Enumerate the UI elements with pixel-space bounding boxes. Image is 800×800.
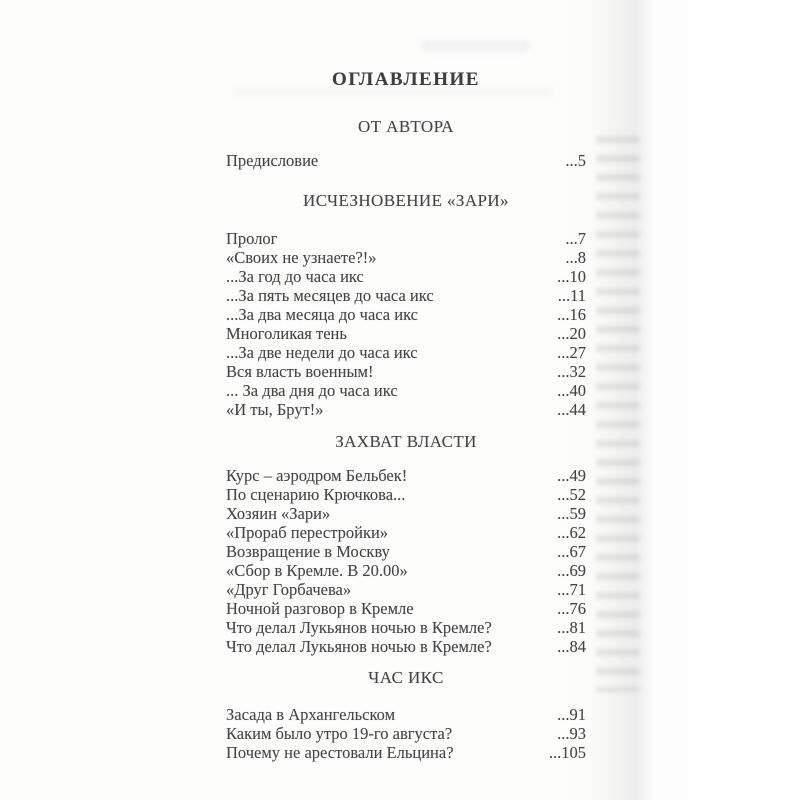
toc-item-title: Многоликая тень [226, 324, 347, 343]
toc-item-page: ...71 [557, 580, 586, 599]
page-edge-shadow [590, 0, 654, 800]
toc-row [226, 743, 586, 762]
toc-row [226, 229, 586, 248]
toc-item-title: По сценарию Крючкова... [226, 485, 406, 504]
toc-section [226, 432, 586, 656]
toc-item-title: Что делал Лукьянов ночью в Кремле? [226, 637, 492, 656]
toc-item-page: ...32 [557, 362, 586, 381]
toc-item-page: ...62 [557, 523, 586, 542]
toc-item-title: «Друг Горбачева» [226, 580, 352, 599]
toc-row [226, 523, 586, 542]
toc-item-page: ...84 [557, 637, 586, 656]
toc-item-title: Вся власть военным! [226, 362, 374, 381]
toc-item-page: ...20 [557, 324, 586, 343]
toc-item-page: ...69 [557, 561, 586, 580]
toc-item-page: ...16 [557, 305, 586, 324]
toc-row [226, 504, 586, 523]
toc-item-title: «Прораб перестройки» [226, 523, 389, 542]
toc-item-page: ...76 [557, 599, 586, 618]
section-heading: ЧАС ИКС [368, 668, 444, 687]
toc-item-title: ...За два месяца до часа икс [226, 305, 418, 324]
toc-item-title: «Сбор в Кремле. В 20.00» [226, 561, 408, 580]
toc-item-page: ...27 [557, 343, 586, 362]
toc-row [226, 362, 586, 381]
toc-row [226, 599, 586, 618]
toc-item-page: ...59 [557, 504, 586, 523]
toc-row [226, 343, 586, 362]
section-heading: ИСЧЕЗНОВЕНИЕ «ЗАРИ» [303, 191, 509, 210]
toc-item-title: ...За год до часа икс [226, 267, 364, 286]
toc-row [226, 705, 586, 724]
toc-item-page: ...5 [565, 151, 586, 170]
toc-row [226, 400, 586, 419]
toc-item-title: ... За два дня до часа икс [226, 381, 398, 400]
toc-row [226, 542, 586, 561]
page-title: ОГЛАВЛЕНИЕ [332, 68, 480, 90]
toc-item-title: Предисловие [226, 151, 319, 170]
toc-row [226, 561, 586, 580]
toc-item-page: ...40 [557, 381, 586, 400]
toc-item-title: Что делал Лукьянов ночью в Кремле? [226, 618, 492, 637]
toc-item-title: Возвращение в Москву [226, 542, 390, 561]
toc-item-title: «Своих не узнаете?!» [226, 248, 377, 267]
toc-row [226, 286, 586, 305]
toc-row [226, 305, 586, 324]
toc-item-page: ...52 [557, 485, 586, 504]
toc-item-title: ...За пять месяцев до часа икс [226, 286, 434, 305]
toc-item-title: Засада в Архангельском [226, 705, 396, 724]
toc-item-page: ...81 [557, 618, 586, 637]
toc-row [226, 324, 586, 343]
toc-section [226, 668, 586, 762]
ink-bleed-smudge [420, 40, 530, 52]
toc-item-page: ...105 [548, 743, 586, 762]
toc-item-title: Каким было утро 19-го августа? [226, 724, 453, 743]
toc-item-page: ...67 [557, 542, 586, 561]
toc-item-title: Пролог [226, 229, 278, 248]
toc-item-page: ...8 [565, 248, 586, 267]
toc-row [226, 248, 586, 267]
toc-row [226, 267, 586, 286]
toc-row [226, 618, 586, 637]
toc-item-page: ...11 [557, 286, 586, 305]
toc-row [226, 151, 586, 170]
toc-item-page: ...49 [557, 466, 586, 485]
section-heading: ОТ АВТОРА [358, 117, 454, 136]
toc-section [226, 117, 586, 170]
toc-item-title: Курс – аэродром Бельбек! [226, 466, 408, 485]
toc-row [226, 466, 586, 485]
toc-row [226, 637, 586, 656]
toc-row [226, 485, 586, 504]
toc-item-page: ...10 [557, 267, 586, 286]
toc-row [226, 724, 586, 743]
toc-item-title: Почему не арестовали Ельцина? [226, 743, 454, 762]
toc-item-title: Хозяин «Зари» [226, 504, 331, 523]
toc-item-page: ...91 [557, 705, 586, 724]
section-heading: ЗАХВАТ ВЛАСТИ [335, 432, 477, 451]
toc-row [226, 580, 586, 599]
toc-item-title: Ночной разговор в Кремле [226, 599, 414, 618]
toc-item-page: ...7 [565, 229, 586, 248]
toc-item-page: ...44 [557, 400, 586, 419]
toc-row [226, 381, 586, 400]
toc-item-title: «И ты, Брут!» [226, 400, 324, 419]
toc-section [226, 191, 586, 419]
toc-item-title: ...За две недели до часа икс [226, 343, 418, 362]
toc-item-page: ...93 [557, 724, 586, 743]
